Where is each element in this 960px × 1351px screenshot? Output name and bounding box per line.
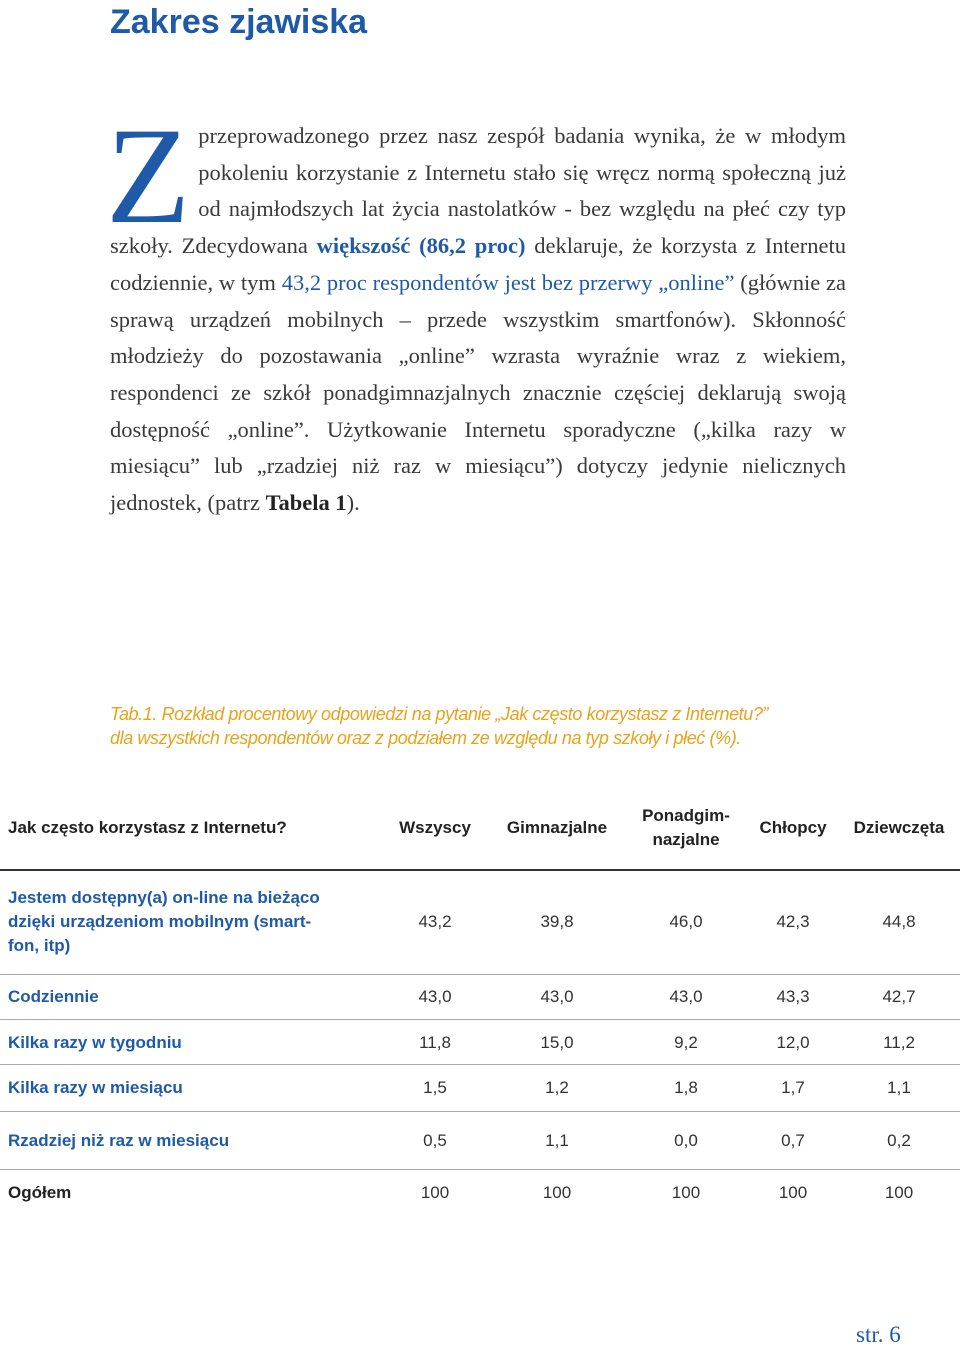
cell-high-school: 100 bbox=[671, 1183, 701, 1202]
drop-cap: Z bbox=[106, 99, 191, 252]
page-title: Zakres zjawiska bbox=[110, 3, 368, 41]
row-label: Kilka razy w miesiącu bbox=[8, 1078, 183, 1097]
cell-girls: 100 bbox=[884, 1183, 914, 1202]
table-row bbox=[0, 1020, 960, 1065]
intro-highlight-majority: większość (86,2 proc) bbox=[316, 233, 526, 259]
header-question: Jak często korzystasz z Internetu? bbox=[8, 818, 287, 837]
cell-girls: 42,7 bbox=[882, 987, 916, 1006]
cell-all: 11,8 bbox=[419, 1032, 451, 1052]
cell-boys: 42,3 bbox=[776, 912, 810, 931]
table-caption bbox=[110, 702, 890, 750]
cell-middle-school: 43,0 bbox=[540, 987, 574, 1006]
cell-girls: 11,2 bbox=[883, 1032, 915, 1052]
header-divider bbox=[0, 869, 960, 871]
cell-middle-school: 100 bbox=[542, 1183, 572, 1202]
intro-text-3: (głównie za sprawą urządzeń mobilnych – przede wszystkim smartfonów). Skłonność młodzieży do pozostawania „online” wzrasta wyraźnie wraz z wiekiem, respondenci ze szkół ponadgimnazjalnych znacznie częściej deklarują swoją dostępność „online”. Użytkowanie Internetu sporadyczne („kilka razy w miesiącu” lub „rzadziej niż raz w miesiącu”) dotyczy jedynie nielicznych jednostek, (patrz bbox=[110, 269, 846, 516]
cell-high-school: 9,2 bbox=[674, 1032, 698, 1052]
cell-high-school: 0,0 bbox=[674, 1130, 698, 1150]
cell-boys: 43,3 bbox=[776, 987, 810, 1006]
table-row-total bbox=[0, 1170, 960, 1216]
header-boys: Chłopcy bbox=[759, 818, 827, 837]
table-caption-line-1: Tab.1. Rozkład procentowy odpowiedzi na pytanie „Jak często korzystasz z Internetu?” bbox=[110, 704, 769, 724]
intro-text-2: deklaruje, że korzysta z Internetu codziennie, w tym bbox=[110, 233, 846, 295]
row-label: Kilka razy w tygodniu bbox=[8, 1032, 182, 1052]
cell-middle-school: 39,8 bbox=[540, 912, 574, 931]
cell-all: 0,5 bbox=[423, 1130, 447, 1150]
cell-middle-school: 1,2 bbox=[545, 1078, 569, 1097]
header-middle-school: Gimnazjalne bbox=[506, 818, 608, 837]
intro-paragraph bbox=[106, 99, 846, 522]
header-high-school: Ponadgim- nazjalne bbox=[642, 806, 730, 849]
row-label: Codziennie bbox=[8, 987, 99, 1006]
table-row bbox=[0, 1112, 960, 1169]
intro-text-1: przeprowadzonego przez nasz zespół badania wynika, że w młodym pokoleniu korzystanie z Internetu stało się wręcz normą społeczną już od najmłodszych lat życia nastolatków - bez względu na płeć czy typ szkoły. Zdecydowana bbox=[110, 123, 846, 259]
table-reference: Tabela 1 bbox=[265, 490, 347, 516]
header-all: Wszyscy bbox=[399, 818, 471, 837]
table-header-row bbox=[0, 790, 960, 866]
cell-high-school: 43,0 bbox=[669, 987, 703, 1006]
cell-boys: 1,7 bbox=[781, 1078, 805, 1097]
cell-boys: 0,7 bbox=[781, 1130, 805, 1150]
table-row bbox=[0, 1065, 960, 1111]
cell-boys: 100 bbox=[778, 1183, 808, 1202]
table-row bbox=[0, 880, 960, 964]
cell-high-school: 1,8 bbox=[674, 1078, 698, 1097]
cell-middle-school: 15,0 bbox=[540, 1032, 574, 1052]
intro-text-4: ). bbox=[346, 490, 360, 516]
cell-girls: 1,1 bbox=[887, 1078, 911, 1097]
cell-all: 100 bbox=[420, 1183, 450, 1202]
cell-girls: 44,8 bbox=[882, 912, 916, 931]
header-girls: Dziewczęta bbox=[853, 818, 945, 837]
row-label: Rzadziej niż raz w miesiącu bbox=[8, 1130, 230, 1150]
cell-all: 43,0 bbox=[418, 987, 452, 1006]
intro-highlight-online: 43,2 proc respondentów jest bez przerwy „online” bbox=[281, 269, 735, 295]
row-label: Jestem dostępny(a) on-line na bieżąco dzięki urządzeniom mobilnym (smart- fon, itp) bbox=[8, 888, 320, 955]
cell-girls: 0,2 bbox=[887, 1130, 911, 1150]
table-row bbox=[0, 975, 960, 1019]
page-number: str. 6 bbox=[856, 1322, 901, 1347]
cell-high-school: 46,0 bbox=[669, 912, 703, 931]
cell-all: 1,5 bbox=[423, 1078, 447, 1097]
row-label: Ogółem bbox=[8, 1183, 72, 1202]
table-caption-line-2: dla wszystkich respondentów oraz z podziałem ze względu na typ szkoły i płeć (%). bbox=[110, 728, 741, 748]
cell-middle-school: 1,1 bbox=[545, 1130, 569, 1150]
cell-boys: 12,0 bbox=[776, 1032, 810, 1052]
cell-all: 43,2 bbox=[418, 912, 452, 931]
